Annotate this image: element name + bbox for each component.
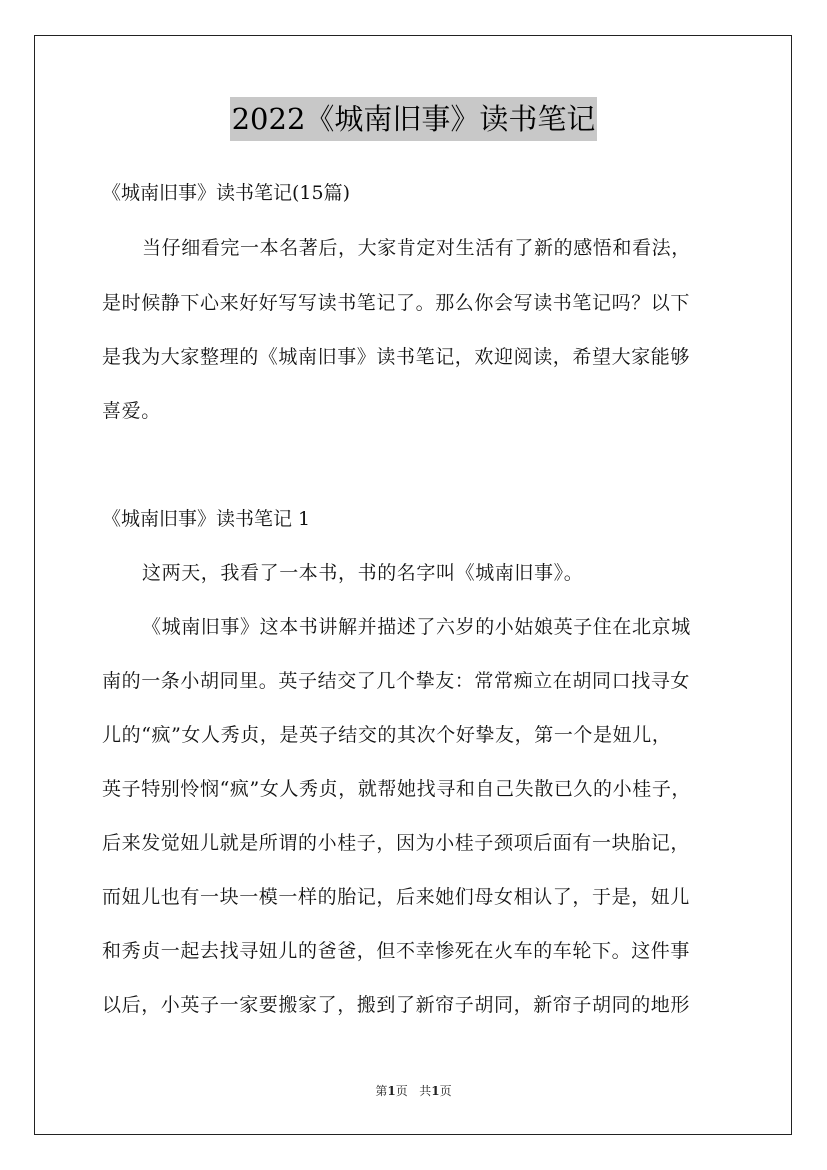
intro-line-1: 当仔细看完一本名著后，大家肯定对生活有了新的感悟和看法， (142, 237, 691, 259)
section-line-8: 和秀贞一起去找寻妞儿的爸爸，但不幸惨死在火车的车轮下。这件事 (102, 940, 691, 962)
intro-line-4: 喜爱。 (102, 400, 161, 422)
document-title: 2022《城南旧事》读书笔记 (230, 97, 598, 141)
total-prefix: 共 (419, 1084, 432, 1098)
section-line-7: 而妞儿也有一块一模一样的胎记，后来她们母女相认了，于是，妞儿 (102, 886, 691, 908)
section-heading: 《城南旧事》读书笔记 1 (102, 508, 311, 530)
page-prefix: 第 (375, 1084, 388, 1098)
page-footer (0, 1083, 827, 1099)
section-line-3: 南的一条小胡同里。英子结交了几个挚友：常常痴立在胡同口找寻女 (102, 670, 691, 692)
page-suffix: 页 (395, 1084, 408, 1098)
page-total: 1 (431, 1084, 440, 1098)
section-line-1: 这两天，我看了一本书，书的名字叫《城南旧事》。 (142, 562, 584, 584)
section-line-4: 儿的“疯”女人秀贞，是英子结交的其次个好挚友，第一个是妞儿， (102, 724, 672, 746)
intro-line-2: 是时候静下心来好好写写读书笔记了。那么你会写读书笔记吗？以下 (102, 292, 691, 314)
document-subtitle: 《城南旧事》读书笔记(15篇) (102, 182, 351, 204)
title-container (0, 97, 827, 141)
intro-line-3: 是我为大家整理的《城南旧事》读书笔记，欢迎阅读，希望大家能够 (102, 346, 691, 368)
total-suffix: 页 (439, 1084, 452, 1098)
section-line-5: 英子特别怜悯“疯”女人秀贞，就帮她找寻和自己失散已久的小桂子， (102, 778, 692, 800)
page-current: 1 (387, 1084, 396, 1098)
section-line-9: 以后，小英子一家要搬家了，搬到了新帘子胡同，新帘子胡同的地形 (102, 994, 691, 1016)
section-line-6: 后来发觉妞儿就是所谓的小桂子，因为小桂子颈项后面有一块胎记， (102, 832, 691, 854)
section-line-2: 《城南旧事》这本书讲解并描述了六岁的小姑娘英子住在北京城 (142, 616, 691, 638)
